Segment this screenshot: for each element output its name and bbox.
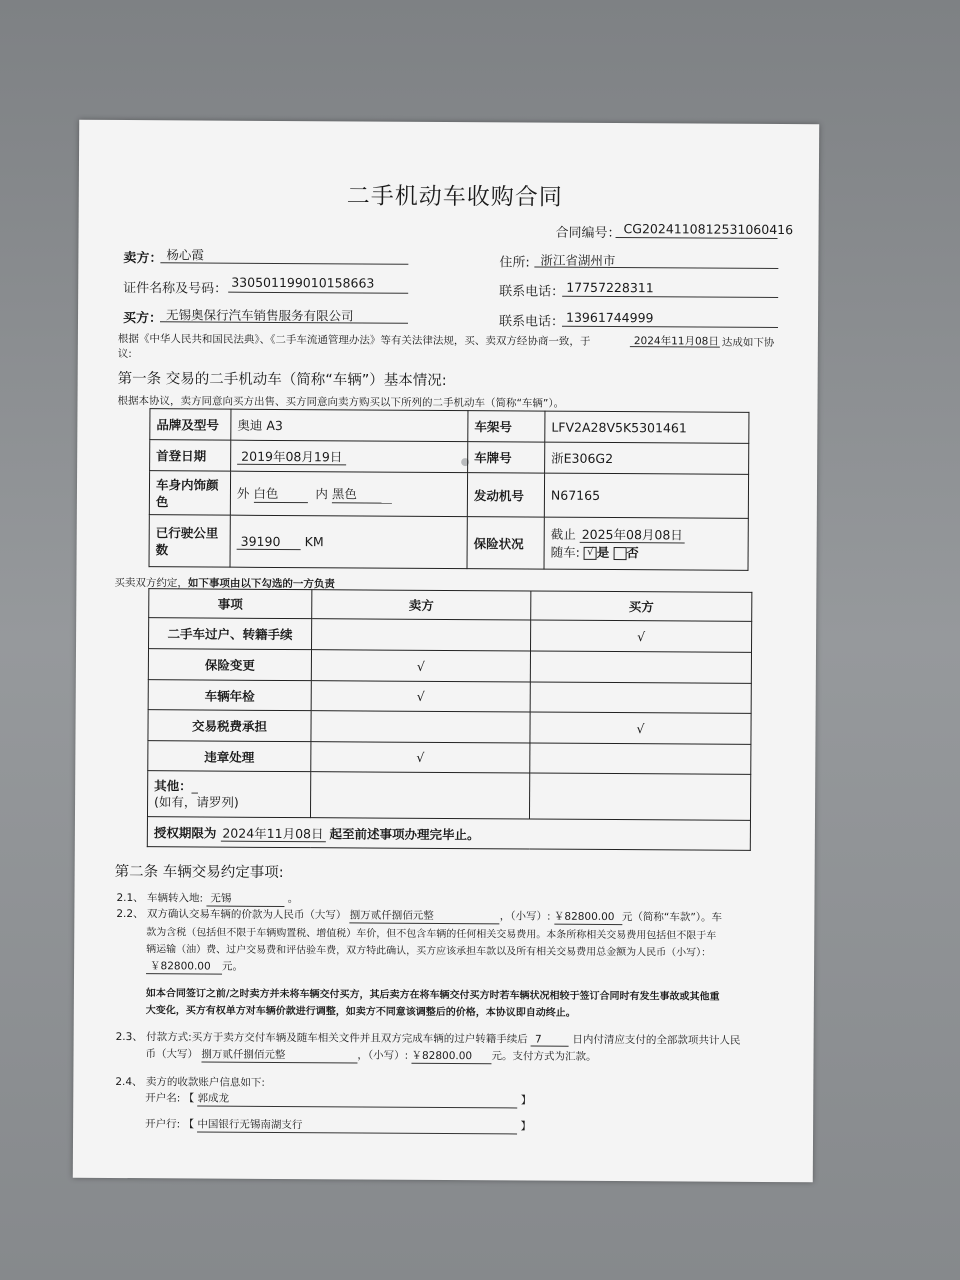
ext-color: 白色 — [253, 484, 307, 503]
section-1-desc: 根据本协议，卖方同意向买方出售、买方同意向卖方购买以下所列的二手机动车（简称“车辆”）。 — [117, 394, 565, 410]
resp-row-seller-mark — [312, 619, 531, 651]
intro-text-2: 达成如下协 — [721, 336, 775, 350]
id-label: 证件名称及号码： — [123, 281, 228, 297]
plate-label: 车牌号 — [468, 442, 545, 473]
resp-other-value: _ — [191, 777, 198, 793]
c23-upper: 捌万贰仟捌佰元整 — [201, 1047, 357, 1064]
resp-other-seller — [310, 772, 529, 819]
brand-label: 品牌及型号 — [150, 409, 231, 440]
ins-with-car-label: 随车: — [550, 544, 580, 560]
responsibility-table — [147, 588, 753, 851]
bank-close: 】 — [520, 1120, 532, 1133]
c22-num: 2.2、 — [116, 907, 144, 921]
ins-until-prefix: 截止 — [550, 526, 576, 542]
resp-row-buyer-mark — [530, 651, 751, 683]
insurance-label: 保险状况 — [467, 517, 544, 569]
resp-row-buyer-mark — [530, 743, 751, 774]
bank-name: 中国银行无锡南湖支行 — [197, 1116, 517, 1134]
resp-other-buyer — [529, 773, 750, 820]
mileage-unit: KM — [304, 533, 324, 549]
bank-label: 开户行: — [145, 1118, 181, 1131]
c22-a: 双方确认交易车辆的价款为人民币（大写） — [146, 908, 347, 922]
resp-row-buyer-mark: √ — [530, 712, 751, 744]
c21-num: 2.1、 — [116, 891, 144, 905]
resp-header-buyer: 买方 — [531, 591, 752, 621]
c23-a: 付款方式:买方于卖方交付车辆及随车相关文件并且双方完成车辆的过户转籍手续后 — [146, 1031, 528, 1046]
resp-intro-1: 买卖双方约定， — [114, 576, 188, 590]
engine-label: 发动机号 — [467, 473, 544, 517]
c22-b: ，（小写）: — [499, 910, 551, 923]
buyer-phone: 13961744999 — [565, 309, 654, 326]
c23-b: 日内付清应支付的全部款项共计人民 — [572, 1033, 741, 1047]
vehicle-table — [149, 408, 750, 571]
clause-2-4 — [115, 1074, 265, 1090]
c22-c: 元（简称“车款”）。车 — [621, 911, 723, 924]
intro-text-3: 议: — [117, 347, 132, 361]
reg-date-cell — [231, 440, 468, 472]
deadline-tail: 起至前述事项办理完毕止。 — [329, 825, 480, 842]
int-prefix: 内 — [315, 486, 329, 502]
c21-end: 。 — [287, 893, 299, 906]
reg-date-value: 2019年08月19日 — [237, 449, 346, 466]
clause-2-2-line4 — [146, 958, 243, 975]
contract-paper — [73, 120, 819, 1183]
c23-d: ，（小写）: — [357, 1049, 409, 1062]
bold-note-1: 如本合同签订之前/之时卖方并未将车辆交付买方，其后卖方在将车辆交付买方时若车辆状况相较于签订合同时有发生事故或其他重 — [145, 988, 720, 1003]
account-name-label: 开户名: — [145, 1092, 181, 1105]
mileage-cell — [230, 515, 467, 568]
buyer-phone-label: 联系电话： — [498, 314, 565, 330]
resp-row-item: 二手车过户、转籍手续 — [149, 618, 312, 650]
ext-prefix: 外 — [236, 485, 250, 501]
clause-2-2-line3: 辆运输（油）费、过户交易费和评估验车费，双方特此确认，买方应该承担车款以及所有相关交易费用总金额为人民币（小写）： — [146, 944, 712, 959]
c23-lower: ￥82800.00 — [411, 1048, 491, 1064]
ins-no-checkbox — [613, 547, 626, 560]
c22-total: ￥82800.00 — [146, 958, 222, 974]
resp-row-seller-mark: √ — [311, 650, 530, 682]
contract-title: 二手机动车收购合同 — [346, 183, 563, 211]
seller-label: 卖方： — [123, 251, 163, 267]
id-number: 330501199010158663 — [231, 274, 375, 291]
resp-other-hint: (如有，请罗列) — [154, 793, 239, 810]
deadline-label: 授权期限为 — [153, 824, 217, 841]
bold-note-2: 大变化，买方有权单方对车辆价款进行调整，如卖方不同意该调整后的价格，本协议即自动终止。 — [145, 1005, 576, 1019]
c22-unit: 元。 — [222, 960, 244, 973]
clause-2-3-line2 — [145, 1046, 596, 1065]
color-cell — [230, 471, 467, 516]
c23-days: 7 — [531, 1034, 569, 1047]
clause-2-3-line1 — [116, 1029, 741, 1048]
bank-open: 【 — [183, 1118, 195, 1131]
c22-lower: ￥82800.00 — [554, 909, 622, 925]
color-label: 车身内饰颜色 — [149, 471, 230, 515]
intro-text-1: 根据《中华人民共和国民法典》、《二手车流通管理办法》等有关法律法规，买、卖双方经协商一致，于 — [117, 332, 591, 348]
resp-row-item: 车辆年检 — [148, 680, 311, 711]
c22-upper: 捌万贰仟捌佰元整 — [350, 907, 500, 924]
contract-no: CG2024110812531060416 — [623, 221, 794, 238]
contract-no-label: 合同编号： — [555, 225, 621, 242]
account-name-open: 【 — [183, 1092, 195, 1105]
intro-date: 2024年11月08日 — [633, 335, 719, 348]
c23-num: 2.3、 — [115, 1030, 143, 1044]
section-1-title: 第一条 交易的二手机动车（简称“车辆”）基本情况: — [117, 370, 447, 389]
brand-value: 奥迪 A3 — [231, 409, 468, 441]
c24-num: 2.4、 — [115, 1075, 143, 1089]
resp-header-item: 事项 — [149, 589, 312, 619]
buyer-label: 买方： — [122, 311, 163, 327]
seller-name: 杨心霞 — [166, 247, 204, 263]
resp-row-item: 保险变更 — [148, 649, 311, 681]
resp-other-label: 其他： — [154, 777, 192, 793]
resp-header-seller: 卖方 — [312, 590, 531, 620]
address-label: 住所: — [499, 255, 530, 271]
resp-deadline-cell — [147, 817, 750, 851]
seller-phone: 17757228311 — [566, 279, 654, 296]
mileage-label: 已行驶公里数 — [149, 515, 230, 567]
c21-value: 无锡 — [206, 891, 284, 907]
resp-row-seller-mark — [311, 711, 530, 743]
reg-date-label: 首登日期 — [150, 440, 231, 471]
account-name-row — [145, 1090, 531, 1108]
engine-value: N67165 — [544, 473, 748, 518]
address-value: 浙江省湖州市 — [540, 252, 616, 269]
buyer-name: 无锡奥保行汽车销售服务有限公司 — [166, 307, 354, 324]
c24-label: 卖方的收款账户信息如下: — [145, 1076, 265, 1089]
c23-c: 币（大写） — [145, 1048, 199, 1061]
plate-value: 浙E306G2 — [545, 442, 749, 474]
account-name-close: 】 — [520, 1094, 532, 1107]
c23-e: 元。支付方式为汇款。 — [491, 1050, 597, 1063]
int-color: 黑色 — [332, 484, 392, 503]
deadline-date: 2024年11月08日 — [220, 825, 325, 842]
ins-no-label: 否 — [626, 544, 639, 560]
ins-yes-checkbox: √ — [584, 546, 597, 559]
account-name: 郭成龙 — [197, 1090, 517, 1108]
mileage-value: 39190 — [237, 533, 301, 549]
resp-row-buyer-mark — [530, 682, 751, 713]
resp-row-seller-mark: √ — [311, 681, 530, 712]
resp-row-item: 交易税费承担 — [148, 710, 311, 742]
ins-until-date: 2025年08月08日 — [580, 526, 685, 543]
resp-other-cell — [147, 771, 310, 818]
resp-row-item: 违章处理 — [148, 741, 311, 772]
resp-row-seller-mark: √ — [311, 742, 530, 773]
section-2-title: 第二条 车辆交易约定事项: — [114, 863, 284, 882]
resp-intro-2: 如下事项由以下勾选的一方负责 — [187, 577, 335, 591]
clause-2-1 — [116, 890, 298, 907]
seller-phone-label: 联系电话： — [499, 284, 565, 300]
vin-label: 车架号 — [468, 411, 545, 442]
c21-label: 车辆转入地: — [146, 892, 204, 905]
insurance-cell — [544, 517, 748, 570]
bank-row — [145, 1116, 531, 1134]
resp-row-buyer-mark: √ — [531, 620, 752, 652]
clause-2-2-line2: 款为含税（包括但不限于车辆购置税、增值税）车价，但不包含车辆的任何相关交易费用。本条所称相关交易费用包括但不限于车 — [146, 927, 717, 942]
ins-yes-label: 是 — [596, 544, 610, 560]
vin-value: LFV2A28V5K5301461 — [545, 411, 749, 443]
